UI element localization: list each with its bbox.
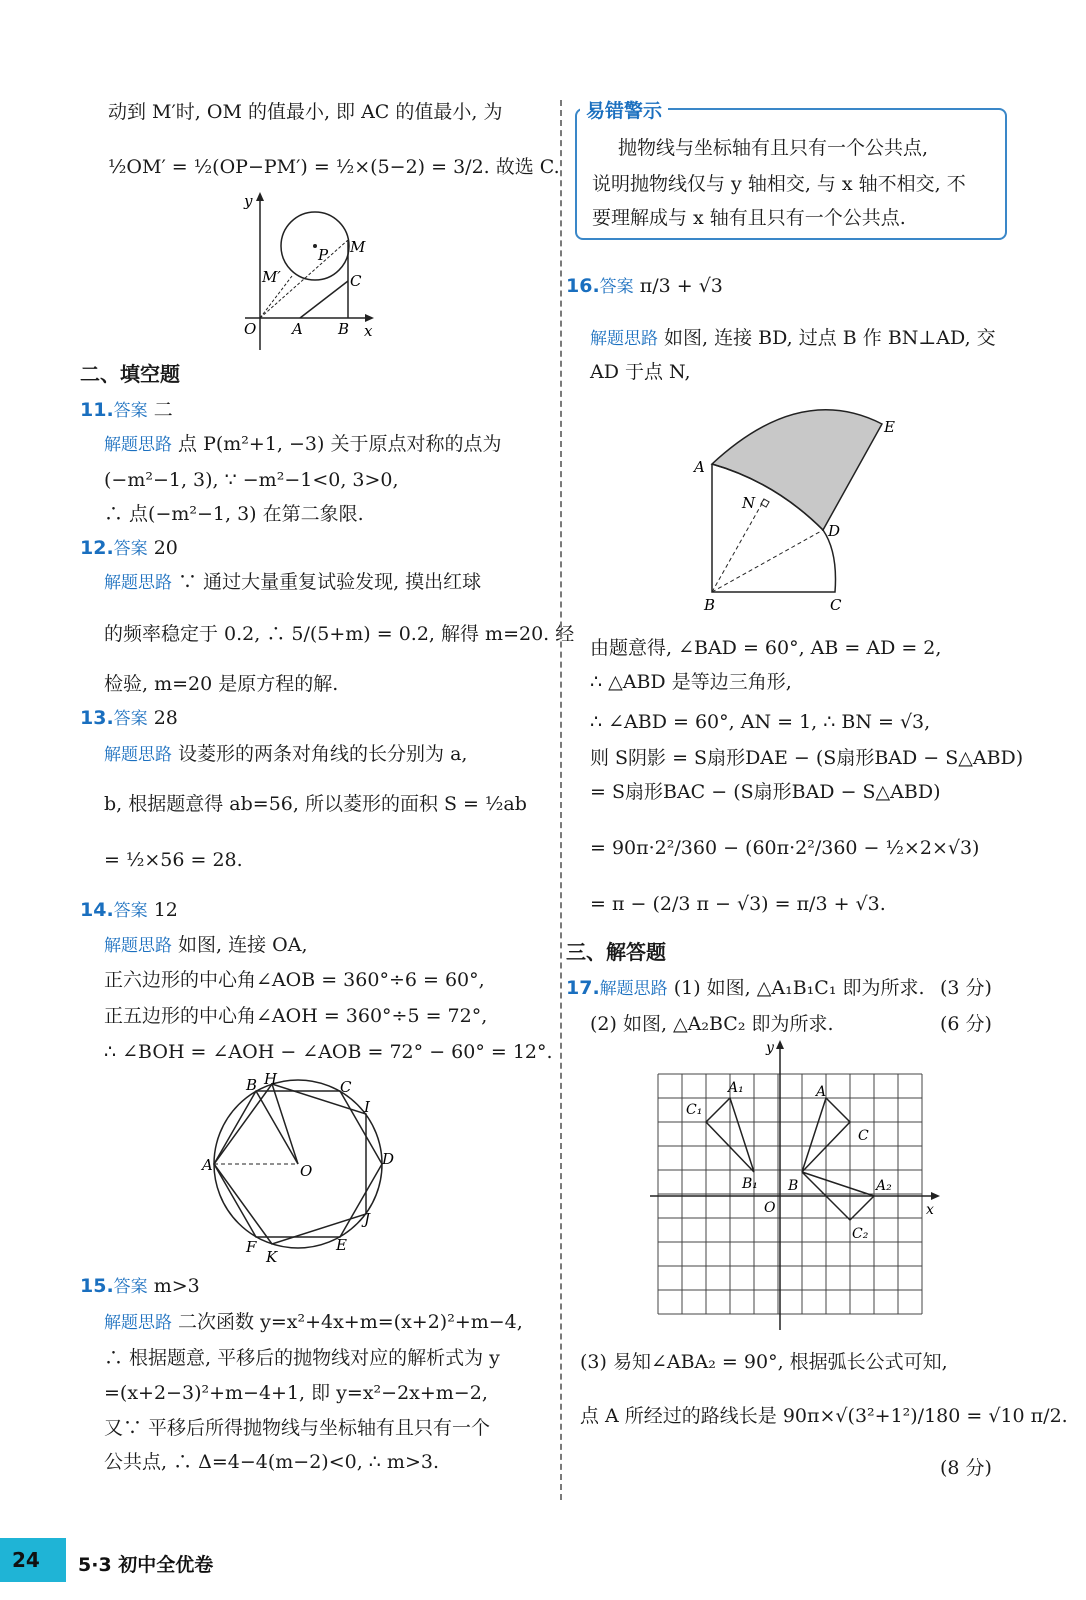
fig2-label-F: F: [246, 1238, 257, 1256]
q13-line3: = ½×56 = 28.: [104, 849, 243, 871]
book-title: 5·3 初中全优卷: [78, 1554, 214, 1576]
q10-line2: ½OM′ = ½(OP−PM′) = ½×(5−2) = 3/2. 故选 C.: [108, 156, 560, 178]
fig2-label-I: I: [364, 1098, 370, 1116]
fig4-label-O: O: [764, 1200, 776, 1216]
q14-line3: 正五边形的中心角∠AOH = 360°÷5 = 72°,: [104, 1005, 488, 1027]
fig4-label-A: A: [816, 1084, 827, 1100]
q16-line3: 由题意得, ∠BAD = 60°, AB = AD = 2,: [590, 637, 942, 659]
q12-number: 12.: [80, 537, 114, 559]
q12-answer: 20: [153, 537, 178, 559]
q17-line4: 点 A 所经过的路线长是 90π×√(3²+1²)/180 = √10 π/2.: [580, 1405, 1068, 1427]
q17-line3: (3) 易知∠ABA₂ = 90°, 根据弧长公式可知,: [580, 1351, 948, 1373]
fig3-label-C: C: [830, 596, 842, 614]
q11-number: 11.: [80, 399, 114, 421]
q13-number: 13.: [80, 707, 114, 729]
fig3-label-E: E: [884, 418, 895, 436]
q13-line2: b, 根据题意得 ab=56, 所以菱形的面积 S = ½ab: [104, 793, 527, 815]
q11-answer: 二: [153, 399, 173, 421]
q16-line2: AD 于点 N,: [590, 361, 691, 383]
q17-score1: (3 分): [940, 977, 992, 999]
fig1-label-B: B: [338, 320, 350, 338]
q17-line2: (2) 如图, △A₂BC₂ 即为所求.: [590, 1013, 834, 1035]
fig3-label-A: A: [694, 458, 705, 476]
q14-line4: ∴ ∠BOH = ∠AOH − ∠AOB = 72° − 60° = 12°.: [104, 1041, 553, 1063]
fig4-label-y: y: [766, 1040, 774, 1056]
fig4-label-B1: B₁: [742, 1176, 758, 1192]
q15-line5: 公共点, ∴ Δ=4−4(m−2)<0, ∴ m>3.: [104, 1451, 439, 1473]
fig4-label-A1: A₁: [728, 1080, 744, 1096]
figure-inscribed-polygons: [198, 1072, 408, 1272]
q14-hint-label: 解题思路: [104, 936, 172, 956]
warning-line3: 要理解成与 x 轴有且只有一个公共点.: [592, 207, 906, 229]
fig2-label-C: C: [340, 1078, 352, 1096]
q12-line3: 检验, m=20 是原方程的解.: [104, 673, 339, 695]
q17-number: 17.: [566, 977, 600, 999]
q16-line4: ∴ △ABD 是等边三角形,: [590, 671, 792, 693]
figure-coordinate-grid: [650, 1040, 950, 1330]
fig3-label-B: B: [704, 596, 716, 614]
fig2-label-O: O: [300, 1162, 313, 1180]
fig3-label-N: N: [742, 494, 756, 512]
q14-line1: 解题思路 如图, 连接 OA,: [104, 934, 308, 956]
warning-line1: 抛物线与坐标轴有且只有一个公共点,: [618, 137, 929, 159]
q14-number: 14.: [80, 899, 114, 921]
page-number: 24: [12, 1548, 40, 1572]
warning-title: 易错警示: [580, 96, 668, 123]
q15-line3: =(x+2−3)²+m−4+1, 即 y=x²−2x+m−2,: [104, 1382, 488, 1404]
warning-line2: 说明抛物线仅与 y 轴相交, 与 x 轴不相交, 不: [592, 173, 966, 195]
q15-line2: ∴ 根据题意, 平移后的抛物线对应的解析式为 y: [104, 1347, 500, 1369]
q17-score2: (6 分): [940, 1013, 992, 1035]
q16-line7: = S扇形BAC − (S扇形BAD − S△ABD): [590, 781, 941, 803]
figure-sector: [690, 402, 920, 622]
q16-number: 16.: [566, 275, 600, 297]
fig4-label-A2: A₂: [876, 1178, 892, 1194]
section-title-fill-blank: 二、填空题: [80, 362, 180, 386]
fig4-label-C1: C₁: [686, 1102, 703, 1118]
q17-score3: (8 分): [940, 1457, 992, 1479]
q13-line1: 解题思路 设菱形的两条对角线的长分别为 a,: [104, 743, 468, 765]
fig4-label-C2: C₂: [852, 1226, 869, 1242]
fig2-label-H: H: [264, 1072, 278, 1088]
q11-answer-label: 答案: [113, 401, 148, 421]
q11-line2: (−m²−1, 3), ∵ −m²−1<0, 3>0,: [104, 469, 399, 491]
q12-hint-label: 解题思路: [104, 573, 172, 593]
q16-answer-row: [566, 274, 723, 299]
q16-line5: ∴ ∠ABD = 60°, AN = 1, ∴ BN = √3,: [590, 711, 931, 733]
fig2-label-A: A: [202, 1156, 213, 1174]
figure-circle-axes: [230, 188, 380, 353]
q16-answer-label: 答案: [599, 277, 634, 297]
q16-hint-label: 解题思路: [590, 329, 658, 349]
fig1-label-P: P: [318, 246, 329, 264]
fig1-label-C: C: [350, 272, 362, 290]
q17-line1: 17.解题思路 (1) 如图, △A₁B₁C₁ 即为所求.: [566, 977, 925, 999]
q15-line1: 解题思路 二次函数 y=x²+4x+m=(x+2)²+m−4,: [104, 1311, 523, 1333]
q12-answer-label: 答案: [113, 539, 148, 559]
q13-hint-label: 解题思路: [104, 745, 172, 765]
fig1-label-y: y: [244, 192, 253, 210]
q14-answer-row: [80, 898, 178, 923]
q15-answer-row: [80, 1274, 200, 1299]
q13-answer-row: [80, 706, 178, 731]
fig2-label-B: B: [246, 1076, 258, 1094]
fig4-label-B: B: [788, 1178, 799, 1194]
q11-answer-row: [80, 398, 173, 423]
q16-line8: = 90π·2²/360 − (60π·2²/360 − ½×2×√3): [590, 837, 980, 859]
fig2-label-J: J: [364, 1210, 371, 1228]
q16-answer: π/3 + √3: [639, 275, 723, 297]
fig2-label-D: D: [382, 1150, 395, 1168]
q10-line1: 动到 M′时, OM 的值最小, 即 AC 的值最小, 为: [108, 101, 503, 123]
q17-hint-label: 解题思路: [599, 979, 668, 999]
q13-answer-label: 答案: [113, 709, 148, 729]
q14-answer: 12: [153, 899, 178, 921]
q15-number: 15.: [80, 1275, 114, 1297]
q16-line6: 则 S阴影 = S扇形DAE − (S扇形BAD − S△ABD): [590, 747, 1024, 769]
fig3-label-D: D: [828, 522, 841, 540]
q16-line1: 解题思路 如图, 连接 BD, 过点 B 作 BN⊥AD, 交: [590, 327, 996, 349]
q11-hint-label: 解题思路: [104, 435, 172, 455]
q15-answer-label: 答案: [113, 1277, 148, 1297]
fig4-label-x: x: [926, 1202, 934, 1218]
q14-answer-label: 答案: [113, 901, 148, 921]
q15-hint-label: 解题思路: [104, 1313, 172, 1333]
section-title-solutions: 三、解答题: [566, 940, 666, 964]
fig1-label-O: O: [244, 320, 257, 338]
fig1-label-M: M: [350, 238, 366, 256]
fig1-label-A: A: [292, 320, 303, 338]
fig2-label-E: E: [336, 1236, 347, 1254]
q11-line1: 解题思路 点 P(m²+1, −3) 关于原点对称的点为: [104, 433, 502, 455]
q12-line2: 的频率稳定于 0.2, ∴ 5/(5+m) = 0.2, 解得 m=20. 经: [104, 623, 575, 645]
q11-line3: ∴ 点(−m²−1, 3) 在第二象限.: [104, 503, 364, 525]
q15-answer: m>3: [153, 1275, 200, 1297]
q13-answer: 28: [153, 707, 178, 729]
fig4-label-C: C: [858, 1128, 869, 1144]
fig1-label-M-prime: M′: [262, 268, 281, 286]
fig2-label-K: K: [266, 1248, 278, 1266]
column-divider: [560, 100, 562, 1500]
q16-line9: = π − (2/3 π − √3) = π/3 + √3.: [590, 893, 886, 915]
q15-line4: 又∵ 平移后所得抛物线与坐标轴有且只有一个: [104, 1417, 491, 1439]
q12-line1: 解题思路 ∵ 通过大量重复试验发现, 摸出红球: [104, 571, 482, 593]
q12-answer-row: [80, 536, 178, 561]
fig1-label-x: x: [364, 322, 373, 340]
q14-line2: 正六边形的中心角∠AOB = 360°÷6 = 60°,: [104, 969, 485, 991]
